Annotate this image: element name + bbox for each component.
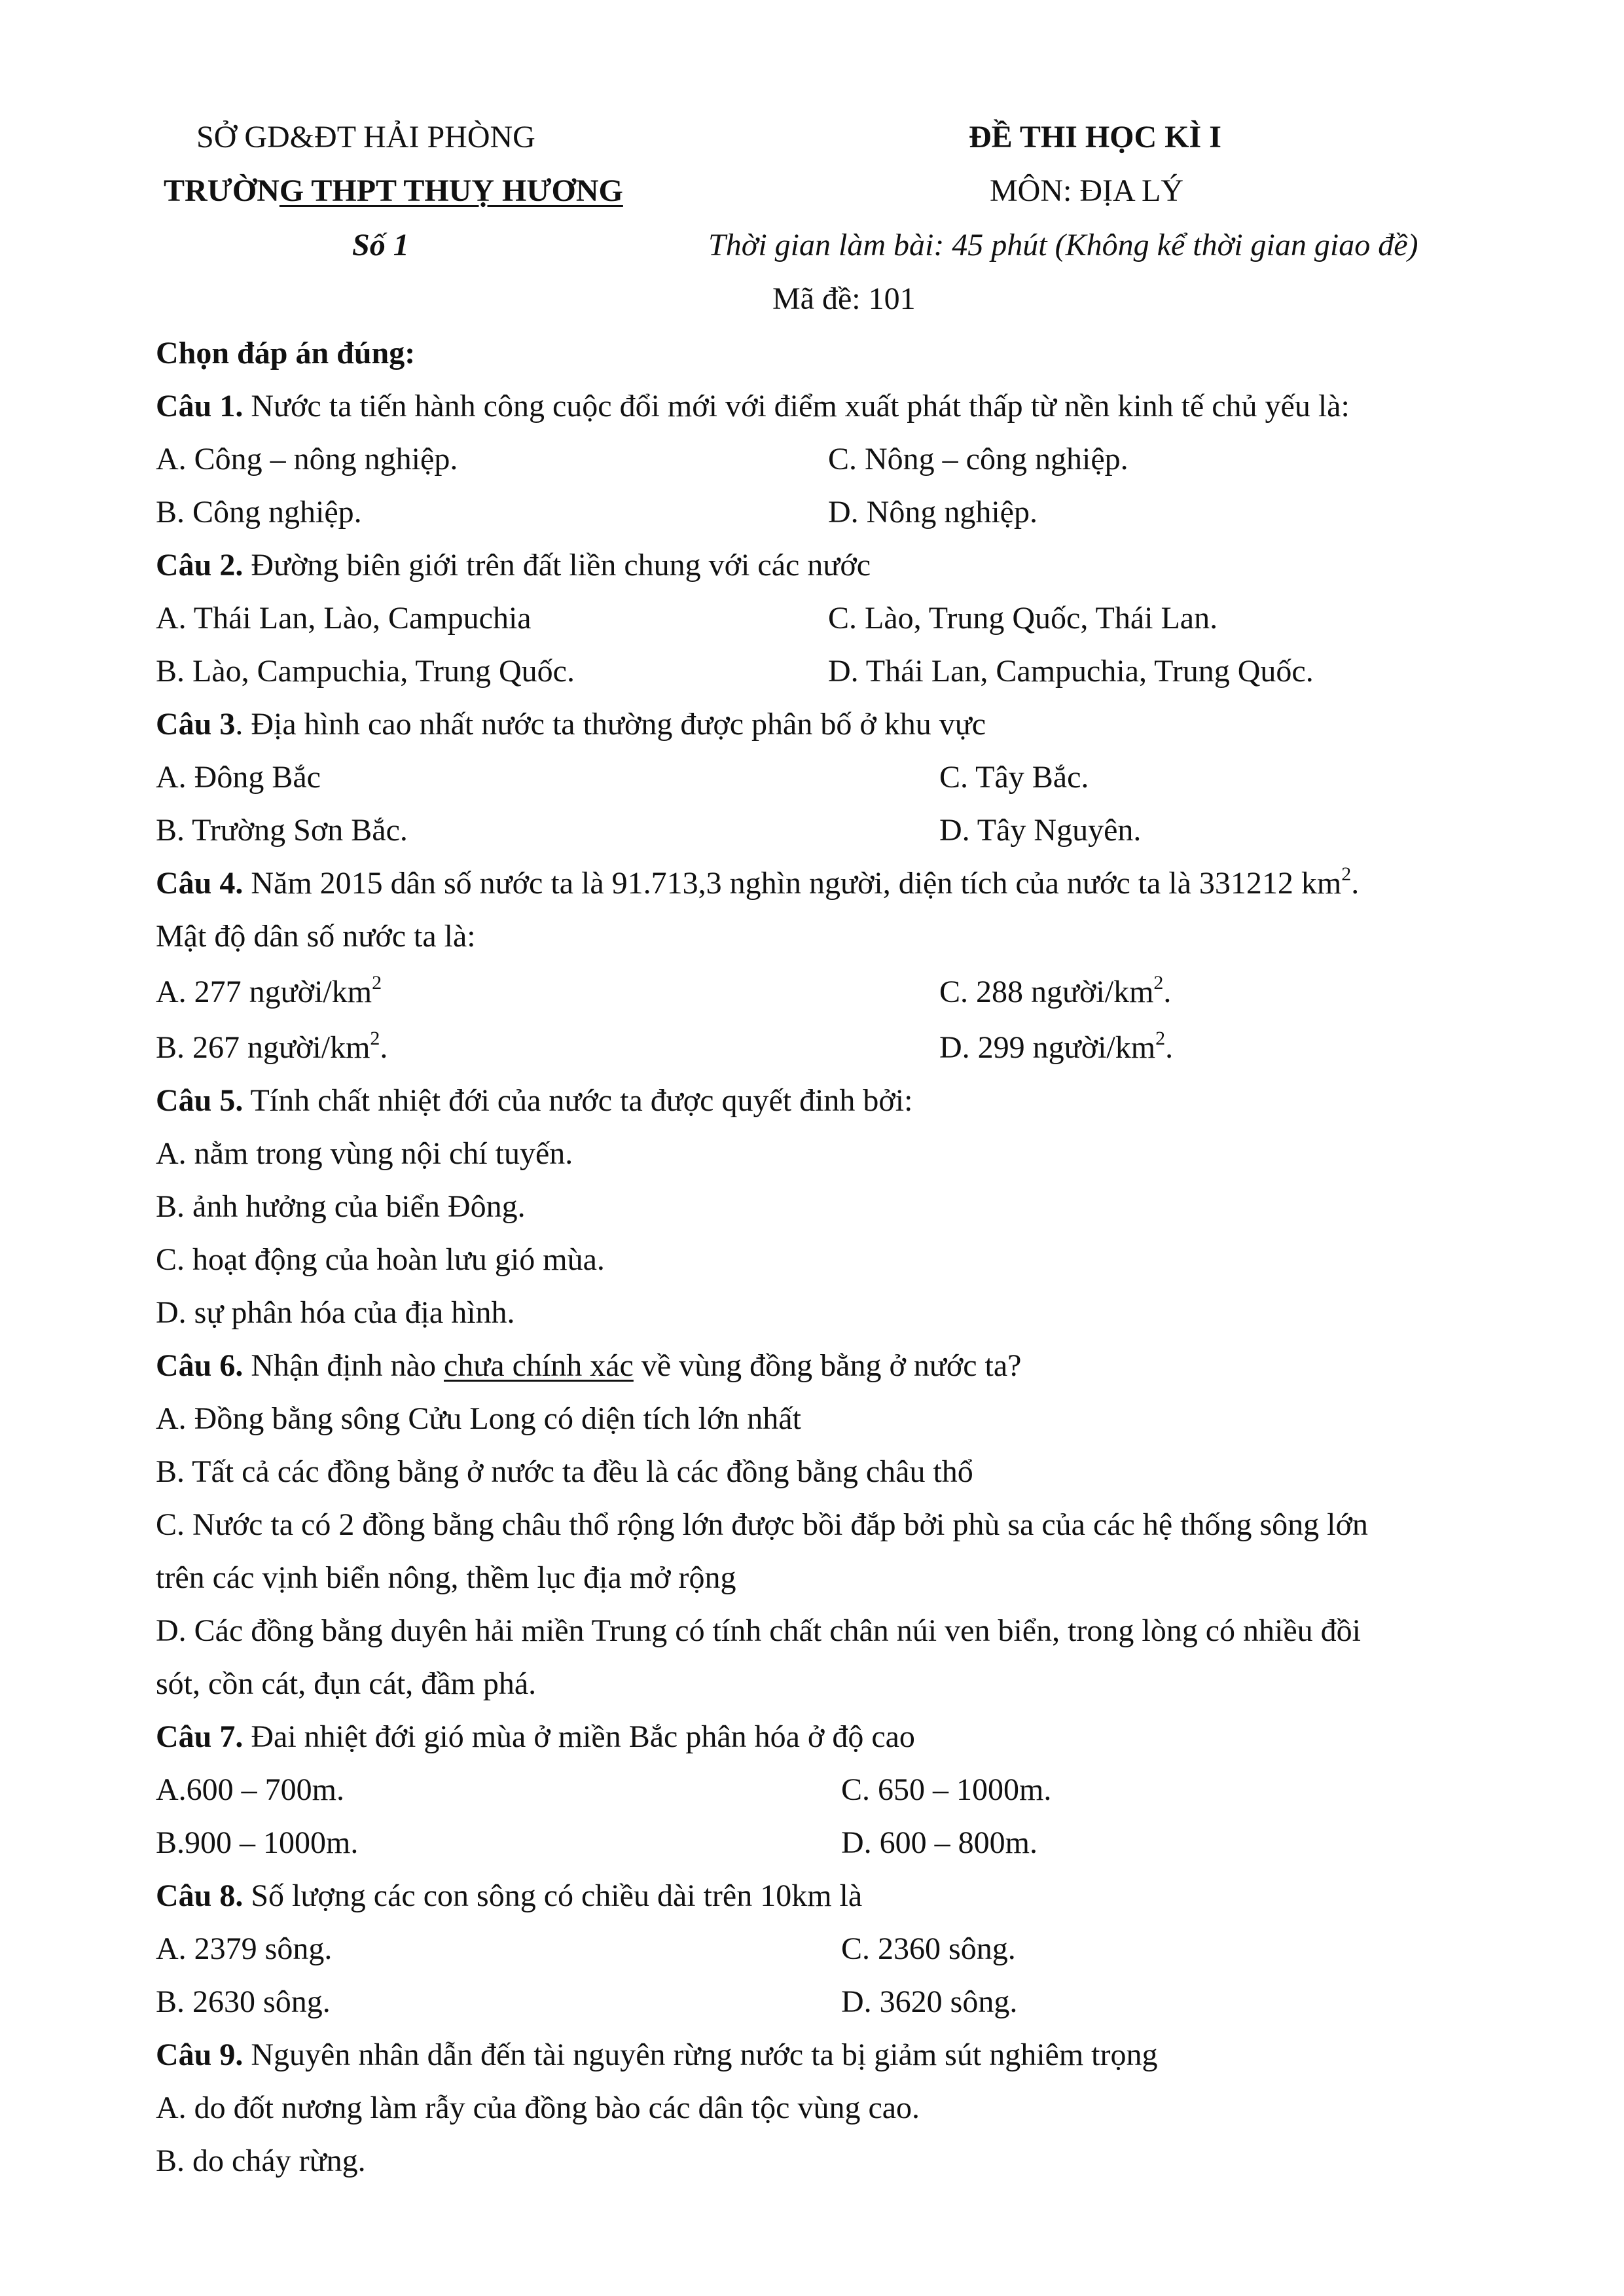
q1-option-d: D. Nông nghiệp. <box>828 495 1038 529</box>
exam-code: Mã đề: 101 <box>772 281 916 316</box>
q7-option-c: C. 650 – 1000m. <box>841 1772 1052 1807</box>
superscript: 2 <box>1153 972 1164 994</box>
question-8 <box>156 1876 862 1916</box>
q9-option-b: B. do cháy rừng. <box>156 2144 366 2178</box>
q8-option-a: A. 2379 sông. <box>156 1931 333 1966</box>
question-4 <box>156 864 1359 903</box>
q2-option-b: B. Lào, Campuchia, Trung Quốc. <box>156 654 575 689</box>
question-1 <box>156 387 1350 426</box>
q3-option-a: A. Đông Bắc <box>156 760 321 795</box>
q8-option-b: B. 2630 sông. <box>156 1984 331 2019</box>
q7-option-d: D. 600 – 800m. <box>841 1825 1038 1860</box>
question-text: Tính chất nhiệt đới của nước ta được quyết đinh bởi: <box>243 1083 913 1118</box>
option-text-end: . <box>1163 975 1172 1009</box>
q4-option-a <box>156 973 382 1012</box>
question-label: Câu 3 <box>156 707 236 742</box>
question-label: Câu 6. <box>156 1348 244 1383</box>
question-text: Đường biên giới trên đất liền chung với các nước <box>243 548 871 583</box>
option-text: C. 288 người/km <box>939 975 1154 1009</box>
q5-option-a: A. nằm trong vùng nội chí tuyến. <box>156 1136 573 1171</box>
q2-option-c: C. Lào, Trung Quốc, Thái Lan. <box>828 601 1218 636</box>
question-label: Câu 2. <box>156 548 244 583</box>
subject: MÔN: ĐỊA LÝ <box>990 173 1183 208</box>
question-label: Câu 5. <box>156 1083 244 1118</box>
q3-option-b: B. Trường Sơn Bắc. <box>156 813 408 848</box>
q5-option-c: C. hoạt động của hoàn lưu gió mùa. <box>156 1242 605 1277</box>
question-text: Nhận định nào <box>243 1348 444 1383</box>
exam-number: Số 1 <box>352 228 409 262</box>
q7-option-b: B.900 – 1000m. <box>156 1825 359 1860</box>
option-text-end: . <box>1165 1030 1174 1065</box>
q1-option-a: A. Công – nông nghiệp. <box>156 442 458 476</box>
question-text: Năm 2015 dân số nước ta là 91.713,3 nghìn người, diện tích của nước ta là 331212 km <box>243 866 1342 901</box>
q6-option-d-cont: sót, cồn cát, đụn cát, đầm phá. <box>156 1666 537 1701</box>
instruction: Chọn đáp án đúng: <box>156 336 416 370</box>
q6-option-c: C. Nước ta có 2 đồng bằng châu thổ rộng lớn được bồi đắp bởi phù sa của các hệ thống sông lớn <box>156 1507 1368 1542</box>
option-text: A. 277 người/km <box>156 975 372 1009</box>
option-text: D. 299 người/km <box>939 1030 1156 1065</box>
q6-option-d: D. Các đồng bằng duyên hải miền Trung có tính chất chân núi ven biển, trong lòng có nhiều đồi <box>156 1613 1362 1648</box>
superscript: 2 <box>370 1028 380 1049</box>
question-9 <box>156 2036 1158 2075</box>
question-label: Câu 8. <box>156 1878 244 1913</box>
school-name <box>164 171 623 211</box>
question-2 <box>156 546 871 585</box>
question-text-end: về vùng đồng bằng ở nước ta? <box>633 1348 1022 1383</box>
question-text: Số lượng các con sông có chiều dài trên 10km là <box>243 1878 863 1913</box>
q9-option-a: A. do đốt nương làm rẫy của đồng bào các dân tộc vùng cao. <box>156 2090 920 2125</box>
q6-option-c-cont: trên các vịnh biển nông, thềm lục địa mở rộng <box>156 1560 736 1595</box>
q1-option-b: B. Công nghiệp. <box>156 495 362 529</box>
q2-option-d: D. Thái Lan, Campuchia, Trung Quốc. <box>828 654 1314 689</box>
option-text-end: . <box>380 1030 388 1065</box>
question-text-end: . <box>1351 866 1360 901</box>
exam-title: ĐỀ THI HỌC KÌ I <box>969 120 1221 154</box>
q1-option-c: C. Nông – công nghiệp. <box>828 442 1128 476</box>
superscript: 2 <box>1155 1028 1166 1049</box>
question-text: Nước ta tiến hành công cuộc đổi mới với điểm xuất phát thấp từ nền kinh tế chủ yếu là: <box>243 389 1350 423</box>
q6-option-a: A. Đồng bằng sông Cửu Long có diện tích lớn nhất <box>156 1401 801 1436</box>
q4-option-d <box>939 1028 1173 1067</box>
superscript: 2 <box>372 972 382 994</box>
q5-option-d: D. sự phân hóa của địa hình. <box>156 1295 515 1330</box>
q5-option-b: B. ảnh hưởng của biển Đông. <box>156 1189 526 1224</box>
question-label: Câu 9. <box>156 2037 244 2072</box>
q2-option-a: A. Thái Lan, Lào, Campuchia <box>156 601 532 636</box>
question-text: . Địa hình cao nhất nước ta thường được phân bố ở khu vực <box>235 707 986 742</box>
school-name-part2: G THPT THUỴ HƯƠNG <box>279 173 623 208</box>
q8-option-c: C. 2360 sông. <box>841 1931 1016 1966</box>
q4-option-b <box>156 1028 388 1067</box>
exam-time: Thời gian làm bài: 45 phút (Không kể thời gian giao đề) <box>708 228 1418 262</box>
q3-option-c: C. Tây Bắc. <box>939 760 1089 795</box>
question-4-line-2: Mật độ dân số nước ta là: <box>156 919 476 954</box>
question-7 <box>156 1717 915 1757</box>
question-text-underlined: chưa chính xác <box>443 1348 634 1383</box>
question-6 <box>156 1346 1021 1386</box>
department-name: SỞ GD&ĐT HẢI PHÒNG <box>196 120 535 154</box>
q6-option-b: B. Tất cả các đồng bằng ở nước ta đều là các đồng bằng châu thổ <box>156 1454 973 1489</box>
option-text: B. 267 người/km <box>156 1030 370 1065</box>
q3-option-d: D. Tây Nguyên. <box>939 813 1142 848</box>
question-text: Đai nhiệt đới gió mùa ở miền Bắc phân hóa ở độ cao <box>243 1719 915 1754</box>
q7-option-a: A.600 – 700m. <box>156 1772 344 1807</box>
question-3 <box>156 705 986 744</box>
question-label: Câu 1. <box>156 389 244 423</box>
q8-option-d: D. 3620 sông. <box>841 1984 1018 2019</box>
question-text: Nguyên nhân dẫn đến tài nguyên rừng nước ta bị giảm sút nghiêm trọng <box>243 2037 1158 2072</box>
question-5 <box>156 1081 912 1121</box>
question-label: Câu 4. <box>156 866 244 901</box>
school-name-part1: TRƯỜN <box>164 173 280 208</box>
q4-option-c <box>939 973 1171 1012</box>
superscript: 2 <box>1341 863 1352 885</box>
question-label: Câu 7. <box>156 1719 244 1754</box>
